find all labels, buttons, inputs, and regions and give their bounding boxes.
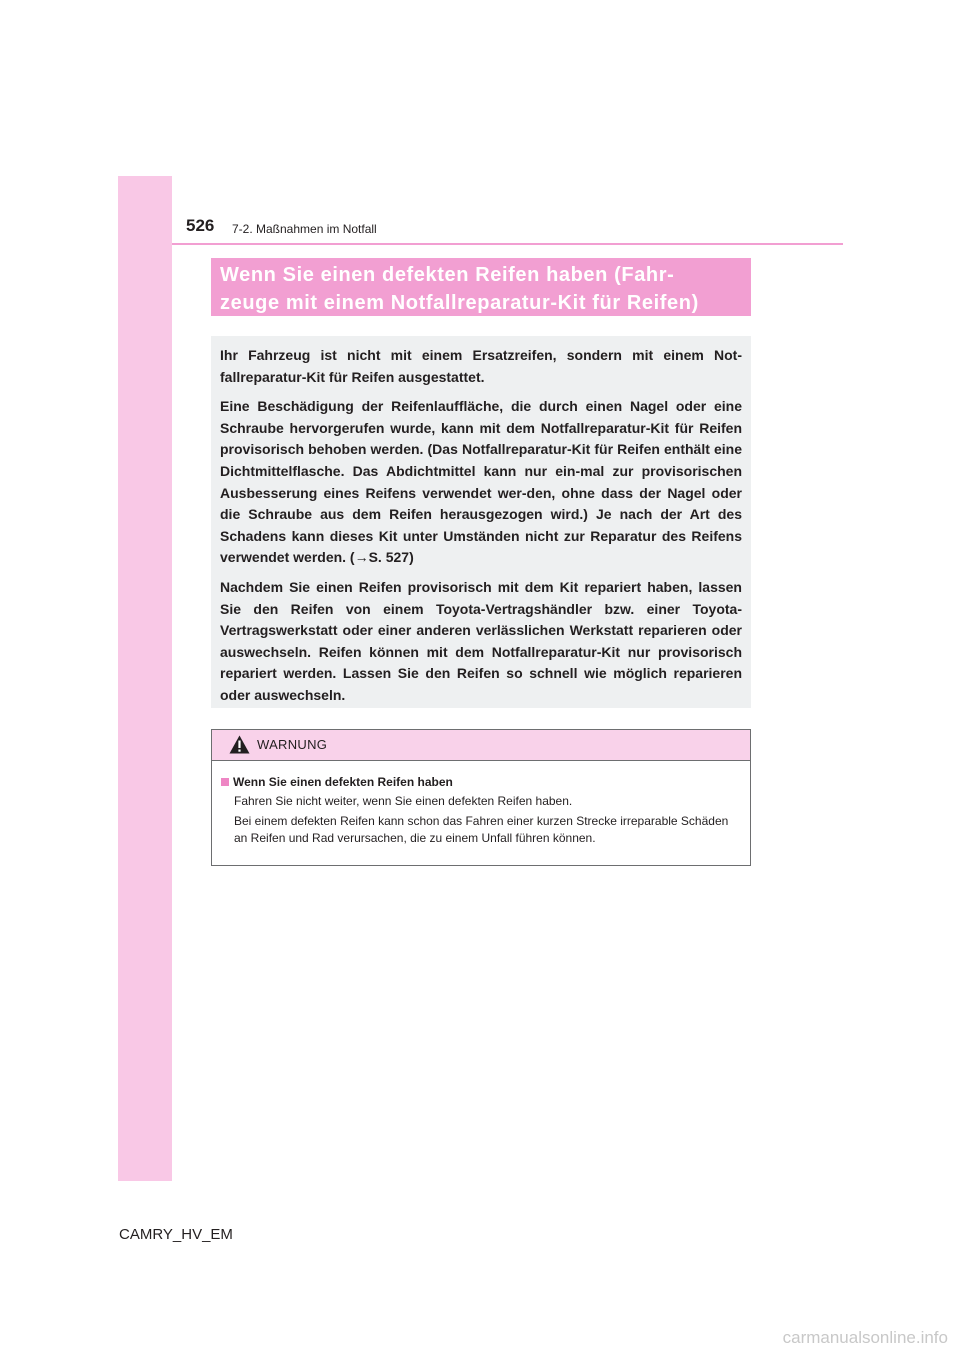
warning-text-1: Fahren Sie nicht weiter, wenn Sie einen defekten Reifen haben. [234,793,573,808]
intro-box [211,336,751,708]
warning-triangle-icon [229,735,250,754]
warning-text-2: Bei einem defekten Reifen kann schon das Fahren einer kurzen Strecke irreparable Schäden an Reifen und Rad verursachen, die zu einem Unfall führen können. [234,814,729,845]
header-divider [172,243,843,245]
topic-title-line-1: Wenn Sie einen defekten Reifen haben (Fahr- [220,264,675,286]
side-tab-band [118,176,172,1181]
intro-paragraph-3: Nachdem Sie einen Reifen provisorisch mit dem Kit repariert haben, lassen Sie den Reifen von einem Toyota-Vertragshändler bzw. einer Toyota-Vertragswerkstatt oder einer anderen verlässlichen Werkstatt reparieren oder auswechseln. Reifen können mit dem Notfallreparatur-Kit nur provisorisch repariert werden. Lassen Sie den Reifen so schnell wie möglich reparieren oder auswechseln. [220,578,742,703]
model-code: CAMRY_HV_EM [119,1226,233,1243]
warning-body [212,761,750,846]
warning-item-title-text: Wenn Sie einen defekten Reifen haben [233,775,453,789]
intro-paragraph-1: Ihr Fahrzeug ist nicht mit einem Ersatzreifen, sondern mit einem Not-fallreparatur-Kit für Reifen ausgestattet. [220,347,742,385]
topic-title-box [211,258,751,316]
section-heading: 7-2. Maßnahmen im Notfall [232,222,377,236]
warning-header [212,730,750,761]
page-number: 526 [186,216,215,235]
warning-label: WARNUNG [257,737,328,752]
topic-title-line-2: zeuge mit einem Notfallreparatur-Kit für Reifen) [220,292,699,314]
intro-paragraph-2: Eine Beschädigung der Reifenlauffläche, die durch einen Nagel oder eine Schraube hervorgerufen wurde, kann mit dem Notfallreparatur-Kit für Reifen provisorisch behoben werden. (Das Notfallreparatur-Kit für Reifen enthält eine Dichtmittelflasche. Das Abdichtmittel kann nur ein-mal zur provisorischen Ausbesserung eines Reifens verwendet wer-den, ohne dass der Nagel oder die Schraube aus dem Reifen herausgezogen wird.) Je nach der Art des Schadens kann dieses Kit unter Umständen nicht zur Reparatur des Reifens verwendet werden. (→S. 527) [220,398,742,566]
warning-item-title [221,774,741,791]
warning-box [211,729,751,866]
watermark: carmanualsonline.info [782,1328,948,1347]
square-bullet-icon [221,778,229,786]
